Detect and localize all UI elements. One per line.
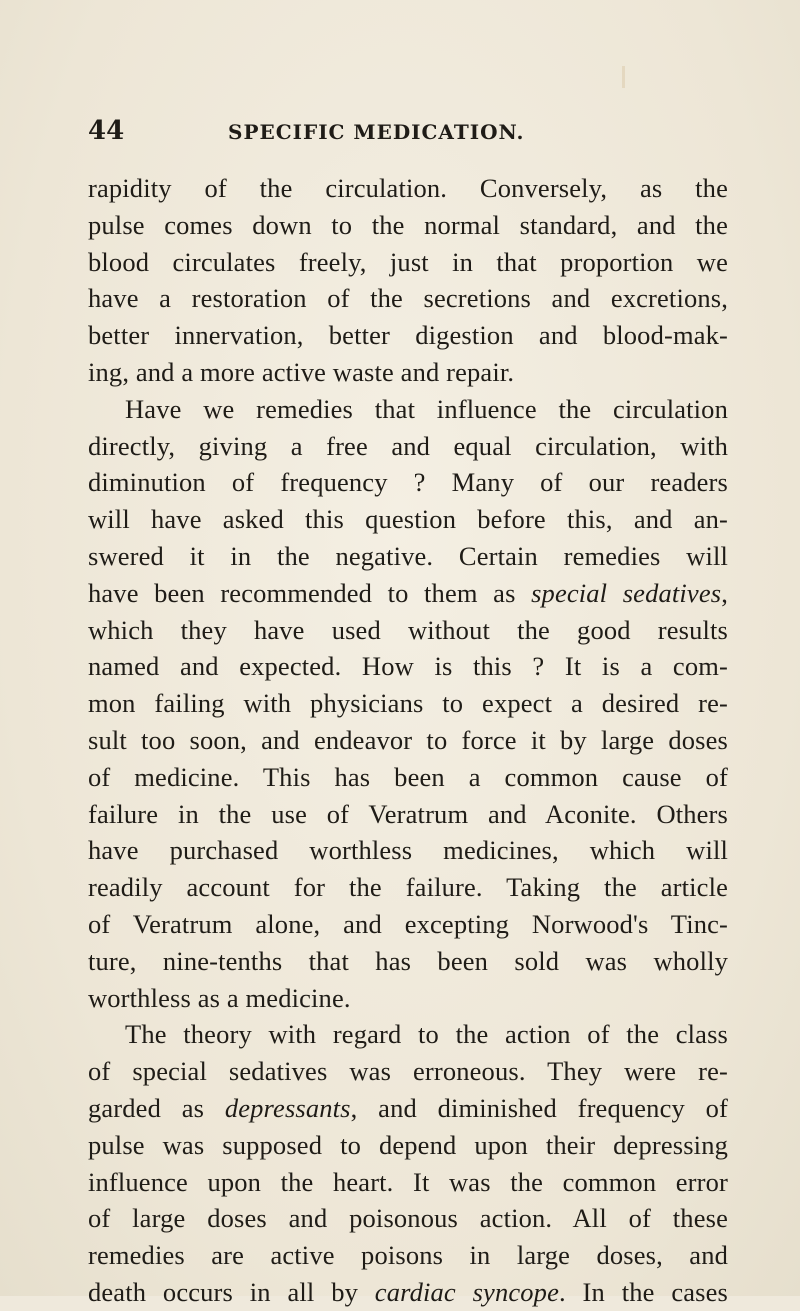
paper-mark [622,66,625,88]
text-line: readily account for the failure. Taking the article [88,872,728,903]
text-run: , [721,577,728,608]
text-line: directly, giving a free and equal circulation, with [88,430,728,461]
text-line: have purchased worthless medicines, which will [88,835,728,866]
text-line: pulse was supposed to depend upon their depressing [88,1129,728,1160]
italic-term: cardiac syncope [374,1276,559,1307]
text-line: pulse comes down to the normal standard, and the [88,209,728,240]
text-line: remedies are active poisons in large doses, and [88,1240,728,1271]
text-run: have been recommended to them as [88,577,532,608]
text-line: worthless as a medicine. [88,982,351,1013]
page-header [88,116,728,150]
text-line: ing, and a more active waste and repair. [88,356,515,387]
text-run: . In the cases [558,1276,728,1307]
text-line [88,575,728,612]
text-line: rapidity of the circulation. Conversely, as the [88,173,728,203]
text-line: of special sedatives was erroneous. They were re- [88,1056,728,1087]
text-line: swered it in the negative. Certain remedies will [88,540,728,571]
text-line: blood circulates freely, just in that proportion we [88,246,728,277]
text-line: diminution of frequency ? Many of our readers [88,467,728,498]
text-line: which they have used without the good results [88,614,728,645]
text-line: of Veratrum alone, and excepting Norwood's Tinc- [88,908,728,939]
text-line [88,1090,728,1127]
text-line: Have we remedies that influence the circulation [125,393,728,424]
text-line: have a restoration of the secretions and excretions, [88,283,728,314]
text-line: influence upon the heart. It was the common error [88,1166,728,1197]
text-line: The theory with regard to the action of the class [125,1019,728,1050]
text-line: ture, nine-tenths that has been sold was wholly [88,945,728,976]
text-line: sult too soon, and endeavor to force it by large doses [88,724,728,755]
text-line [88,1274,728,1311]
text-line: named and expected. How is this ? It is a com- [88,651,728,682]
text-run: garded as [88,1092,225,1123]
body-text [88,170,728,1311]
page-number: 44 [88,116,125,146]
text-run: death occurs in all by [88,1276,375,1307]
text-line: mon failing with physicians to expect a desired re- [88,688,728,719]
text-line: better innervation, better digestion and blood-mak- [88,320,728,351]
text-line: of medicine. This has been a common cause of [88,761,728,792]
italic-term: depressants [224,1092,351,1123]
italic-term: special sedatives [531,577,722,608]
running-head: SPECIFIC MEDICATION. [228,120,525,144]
text-line: failure in the use of Veratrum and Aconite. Others [88,798,728,829]
text-run: , and diminished frequency of [350,1092,728,1123]
text-line: of large doses and poisonous action. All of these [88,1203,728,1234]
text-line: will have asked this question before this, and an- [88,504,728,535]
